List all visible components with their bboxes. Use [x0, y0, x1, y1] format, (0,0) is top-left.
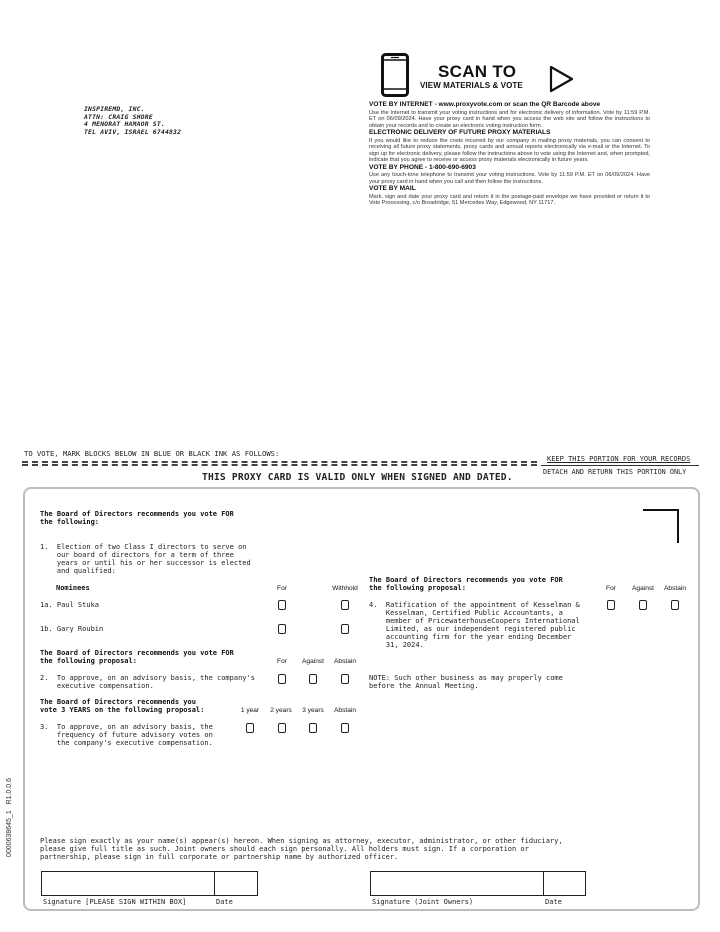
scan-title: SCAN TO: [438, 62, 517, 81]
proposal-4-for-checkbox[interactable]: [607, 600, 615, 610]
against-column-header: Against: [632, 585, 654, 592]
valid-notice: THIS PROXY CARD IS VALID ONLY WHEN SIGNED AND DATED.: [202, 472, 513, 483]
internet-heading: VOTE BY INTERNET - www.proxyvote.com or scan the QR Barcode above: [369, 101, 601, 108]
nominee-1b-for-checkbox[interactable]: [278, 624, 286, 634]
recommendation-3: The Board of Directors recommends you vote 3 YEARS on the following proposal:: [40, 698, 205, 714]
for-column-header: For: [606, 585, 616, 592]
address-line: INSPIREMD, INC.: [84, 105, 145, 113]
proposal-2-text: 2. To approve, on an advisory basis, the company's executive compensation.: [40, 674, 255, 690]
proposal-4-against-checkbox[interactable]: [639, 600, 647, 610]
for-column-header: For: [277, 585, 287, 592]
address-line: 4 MENORAT HAMAOR ST.: [84, 120, 165, 129]
voting-instructions: [369, 101, 650, 207]
joint-date-label: Date: [545, 898, 562, 906]
phone-heading: VOTE BY PHONE - 1-800-690-6903: [369, 163, 476, 171]
nominees-header: Nominees: [56, 584, 90, 592]
two-years-column-header: 2 years: [270, 707, 292, 714]
internet-text: Use the Internet to transmit your voting instructions and for electronic delivery of information. Vote by 11:59 P.M. ET on 06/09/2024. Have your proxy card in hand when you access the web site and follow the instructions to obtain your records and to create an electronic voting instruction form.: [369, 109, 650, 129]
for-column-header: For: [277, 658, 287, 665]
nominee-1b: 1b. Gary Roubin: [40, 625, 104, 633]
address-line: ATTN: CRAIG SHORE: [84, 112, 153, 121]
proposal-4-text: 4. Ratification of the appointment of Kesselman & Kesselman, Certified Public Accountants, a member of PricewaterhouseCoopers International Limited, as our independent registered public accounting firm for the year ending December 31, 2024.: [369, 601, 580, 649]
nominee-1a-for-checkbox[interactable]: [278, 600, 286, 610]
proposal-3-one-year-checkbox[interactable]: [246, 723, 254, 733]
proposal-3-two-years-checkbox[interactable]: [278, 723, 286, 733]
mail-text: Mark, sign and date your proxy card and return it in the postage-paid envelope we have provided or return it to Vote Processing, c/o Broadridge, 51 Mercedes Way, Edgewood, NY 11717.: [369, 193, 650, 206]
proposal-1-text: 1. Election of two Class I directors to serve on our board of directors for a term of three years or until his or her successor is elected and qualified:: [40, 543, 251, 575]
date-box[interactable]: [214, 871, 258, 896]
joint-date-box[interactable]: [543, 871, 586, 896]
electronic-delivery-text: If you would like to reduce the costs incurred by our company in mailing proxy materials, you can consent to receiving all future proxy statements, proxy cards and annual reports electronically via e-mail or the Internet. To sign up for electronic delivery, please follow the instructions above to vote using the Internet and, when prompted, indicate that you agree to receive or access proxy materials electronically in future years.: [369, 137, 650, 163]
proposal-4-abstain-checkbox[interactable]: [671, 600, 679, 610]
proposal-2-against-checkbox[interactable]: [309, 674, 317, 684]
proposal-3-text: 3. To approve, on an advisory basis, the frequency of future advisory votes on the company's executive compensation.: [40, 723, 213, 747]
abstain-column-header: Abstain: [334, 707, 356, 714]
joint-signature-label: Signature (Joint Owners): [372, 898, 474, 906]
mail-heading: VOTE BY MAIL: [369, 185, 416, 192]
keep-portion-label: KEEP THIS PORTION FOR YOUR RECORDS: [547, 455, 691, 463]
withhold-column-header: Withhold: [332, 585, 358, 592]
recommendation-4: The Board of Directors recommends you vote FOR the following proposal:: [369, 576, 563, 592]
against-column-header: Against: [302, 658, 324, 665]
detach-dashed-line: [22, 464, 537, 466]
play-arrow-icon: [549, 65, 575, 98]
signature-instructions: Please sign exactly as your name(s) appear(s) hereon. When signing as attorney, executor, administrator, or other fiduciary, please give full title as such. Joint owners should each sign personally. All holders must sign. If a corporation or partnership, please sign in full corporate or partnership name by authorized officer.: [40, 837, 563, 861]
nominee-1a-withhold-checkbox[interactable]: [341, 600, 349, 610]
mailing-address: [84, 106, 181, 136]
to-vote-instruction: TO VOTE, MARK BLOCKS BELOW IN BLUE OR BLACK INK AS FOLLOWS:: [24, 449, 280, 458]
detach-dashed-line: [22, 461, 537, 463]
proposal-2-abstain-checkbox[interactable]: [341, 674, 349, 684]
recommendation-2: The Board of Directors recommends you vote FOR the following proposal:: [40, 649, 234, 665]
proposal-2-for-checkbox[interactable]: [278, 674, 286, 684]
recommendation-1: The Board of Directors recommends you vote FOR the following:: [40, 510, 234, 526]
annual-meeting-note: NOTE: Such other business as may properly come before the Annual Meeting.: [369, 674, 563, 690]
scan-subtitle: VIEW MATERIALS & VOTE: [420, 81, 523, 90]
date-label: Date: [216, 898, 233, 906]
registration-corner-mark: [643, 509, 679, 543]
phone-text: Use any touch-tone telephone to transmit your voting instructions. Vote by 11:59 P.M. ET on 06/09/2024. Have your proxy card in hand when you call and then follow the instructions.: [369, 172, 650, 185]
joint-signature-box[interactable]: [370, 871, 544, 896]
signature-label: Signature [PLEASE SIGN WITHIN BOX]: [43, 898, 187, 906]
document-code: 0000638645_1 R1.0.0.6: [6, 777, 13, 857]
signature-box[interactable]: [41, 871, 215, 896]
nominee-1b-withhold-checkbox[interactable]: [341, 624, 349, 634]
proposal-3-three-years-checkbox[interactable]: [309, 723, 317, 733]
address-line: TEL AVIV, ISRAEL 6744832: [84, 127, 182, 136]
three-years-column-header: 3 years: [302, 707, 324, 714]
abstain-column-header: Abstain: [664, 585, 686, 592]
electronic-delivery-heading: ELECTRONIC DELIVERY OF FUTURE PROXY MATERIALS: [369, 129, 551, 136]
proposal-3-abstain-checkbox[interactable]: [341, 723, 349, 733]
one-year-column-header: 1 year: [240, 707, 260, 714]
nominee-1a: 1a. Paul Stuka: [40, 601, 100, 609]
smartphone-icon: [381, 53, 409, 102]
abstain-column-header: Abstain: [334, 658, 356, 665]
detach-divider: [541, 465, 699, 466]
detach-return-label: DETACH AND RETURN THIS PORTION ONLY: [543, 468, 687, 476]
